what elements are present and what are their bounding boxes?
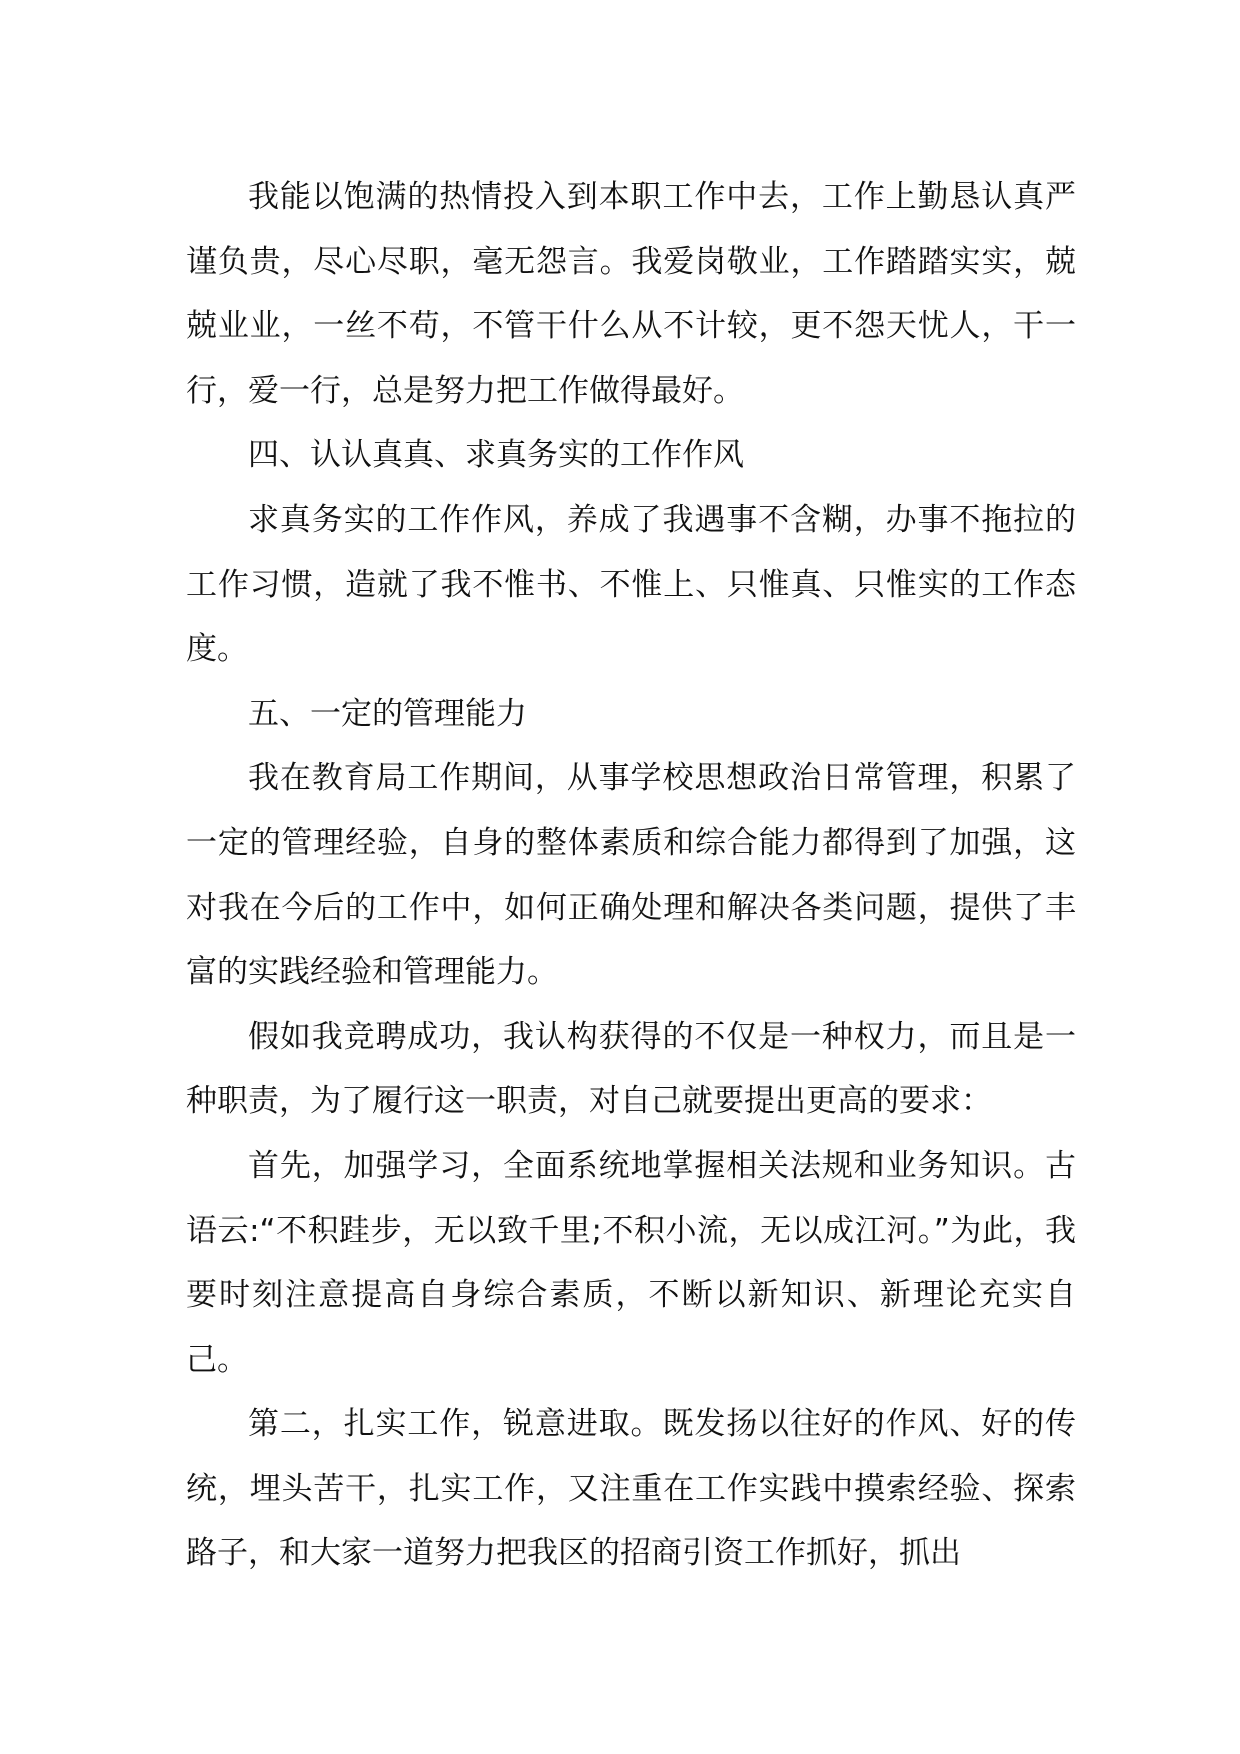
paragraph-first-study: 首先，加强学习，全面系统地掌握相关法规和业务知识。古语云:“不积跬步，无以致千里;不积小流，无以成江河。”为此，我要时刻注意提高自身综合素质，不断以新知识、新理论充实自己。 [186,1147,1076,1378]
paragraph-work-style: 求真务实的工作作风，养成了我遇事不含糊，办事不拖拉的工作习惯，造就了我不惟书、不惟上、只惟真、只惟实的工作态度。 [186,501,1076,668]
paragraph-second-work: 第二，扎实工作，锐意进取。既发扬以往好的作风、好的传统，埋头苦干，扎实工作，又注重在工作实践中摸索经验、探索路子，和大家一道努力把我区的招商引资工作抓好，抓出 [186,1406,1076,1572]
section-heading-management: 五、一定的管理能力 [248,695,527,732]
paragraph-if-successful: 假如我竞聘成功，我认构获得的不仅是一种权力，而且是一种职责，为了履行这一职责，对自己就要提出更高的要求： [186,1018,1076,1120]
paragraph-management: 我在教育局工作期间，从事学校思想政治日常管理，积累了一定的管理经验，自身的整体素质和综合能力都得到了加强，这对我在今后的工作中，如何正确处理和解决各类问题，提供了丰富的实践经验和管理能力。 [186,760,1076,991]
paragraph-dedication: 我能以饱满的热情投入到本职工作中去，工作上勤恳认真严谨负贵，尽心尽职，毫无怨言。我爱岗敬业，工作踏踏实实，兢兢业业，一丝不苟，不管干什么从不计较，更不怨天忧人，干一行，爱一行，总是努力把工作做得最好。 [186,179,1076,409]
section-heading-work-style: 四、认认真真、求真务实的工作作风 [248,437,744,474]
document-body [186,165,1076,1586]
